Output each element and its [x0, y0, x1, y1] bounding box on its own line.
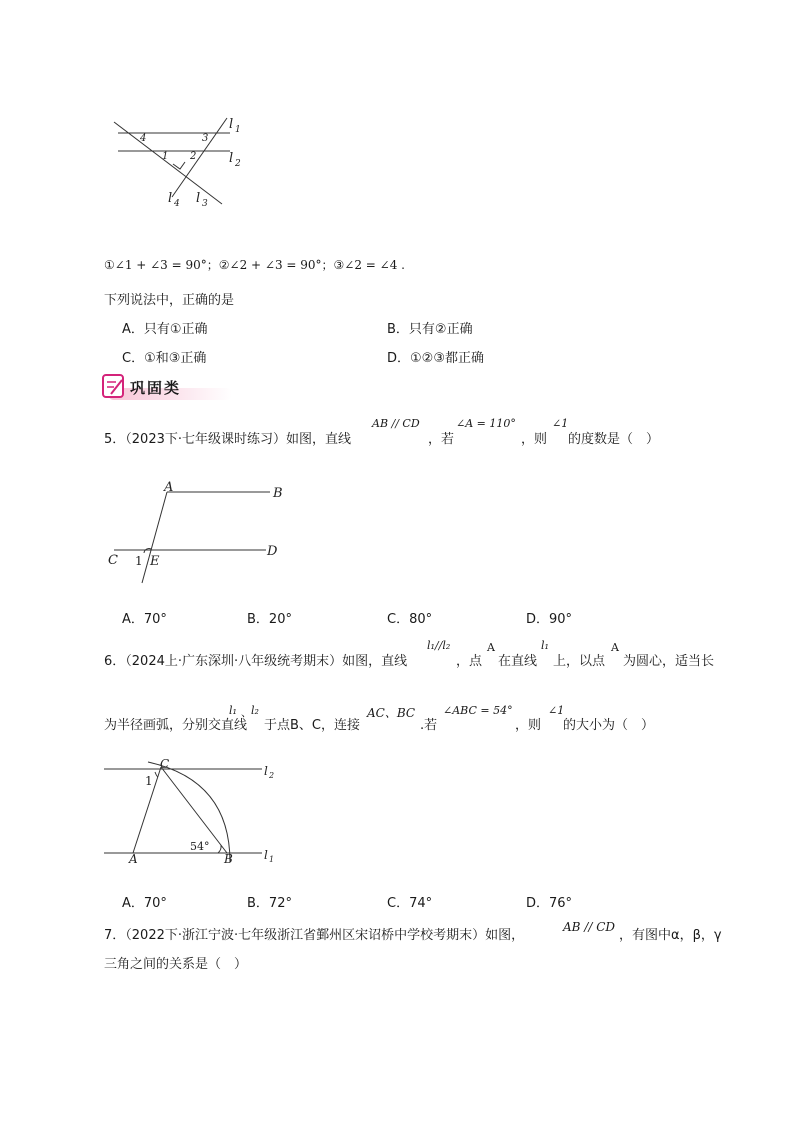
q6-p4: 为圆心，适当长: [623, 654, 715, 669]
q5-angle1: ∠1: [552, 417, 569, 430]
fig1-label-l4-sub: 4: [174, 199, 180, 209]
q4-statements: ①∠1 + ∠3 = 90°；②∠2 + ∠3 = 90°；③∠2 = ∠4 .: [104, 258, 405, 272]
q6-label-1: 1: [145, 774, 153, 788]
fig1-label-l3: l: [196, 191, 201, 206]
q6-l1: l₁: [541, 639, 549, 652]
q5-option-c[interactable]: C．80°: [387, 612, 433, 627]
q6-parallel: l₁//l₂: [427, 639, 451, 652]
section-title: 巩固类: [130, 379, 182, 397]
fig1-label-l1: l: [229, 117, 234, 132]
q6-acbc: AC、BC: [367, 706, 416, 720]
q6-ze: ，则: [515, 718, 542, 733]
q5-label-e: E: [150, 554, 160, 569]
q6-label-a: A: [129, 852, 138, 866]
q6-line2b: 于点B、C，连接: [264, 718, 360, 733]
fig1-label-l4: l: [168, 191, 173, 206]
q6-p3: 上，以点: [553, 654, 606, 669]
q6-point-a: A: [487, 641, 495, 654]
fig1-label-l2: l: [229, 151, 234, 166]
q4-option-a[interactable]: A．只有①正确: [122, 322, 208, 337]
q6-arc: [148, 762, 230, 862]
q6-angle1-arc: [155, 772, 158, 777]
q6-dun: 、: [241, 706, 252, 719]
q4-prompt: 下列说法中，正确的是: [104, 293, 235, 308]
q5-label-a: A: [164, 480, 174, 495]
q6-option-c[interactable]: C．74°: [387, 896, 433, 911]
q6-option-a[interactable]: A．70°: [122, 896, 167, 911]
q6-source: （2024上·广东深圳·八年级统考期末）如图，直线: [125, 654, 408, 669]
q7-parallel: AB // CD: [563, 920, 616, 934]
fig1-label-l2-sub: 2: [235, 159, 241, 169]
q5-option-a[interactable]: A．70°: [122, 612, 167, 627]
q6-angle1: ∠1: [548, 704, 565, 717]
q6-p1: ，点: [456, 654, 483, 669]
fig1-label-1: 1: [162, 151, 169, 162]
q6-angle54-arc: [218, 845, 221, 853]
fig1-label-2: 2: [190, 151, 197, 162]
q5-ze: ，则: [521, 432, 548, 447]
q6-label-b: B: [224, 852, 233, 866]
q6-label-54: 54°: [190, 840, 210, 853]
q6-label-l2-sub: 2: [269, 771, 275, 780]
q6-ruo: .若: [420, 718, 438, 733]
q5-parallel: AB // CD: [372, 417, 420, 430]
q6-p2: 在直线: [498, 654, 538, 669]
fig1-label-3: 3: [202, 133, 209, 144]
q5-label-1: 1: [135, 554, 143, 568]
fig1-label-4: 4: [140, 133, 147, 144]
q4-option-c[interactable]: C．①和③正确: [122, 351, 207, 366]
q6-angle: ∠ABC = 54°: [443, 704, 513, 717]
q5-ruo: ，若: [428, 432, 455, 447]
q5-label-d: D: [267, 544, 278, 559]
fig1-label-l1-sub: 1: [235, 125, 241, 135]
q6-label-l1: l: [264, 848, 268, 862]
q7-line2: 三角之间的关系是（ ）: [104, 957, 248, 972]
q6-tail: 的大小为（ ）: [563, 718, 655, 733]
q6-l1b: l₁: [229, 704, 237, 717]
q5-option-b[interactable]: B．20°: [247, 612, 292, 627]
q7-tail: ，有图中α，β，γ: [619, 928, 722, 943]
q5-label-b: B: [273, 486, 283, 501]
q6-option-d[interactable]: D．76°: [526, 896, 573, 911]
fig1-label-l3-sub: 3: [202, 199, 208, 209]
q7-source: （2022下·浙江宁波·七年级浙江省鄞州区宋诏桥中学校考期末）如图，: [125, 928, 525, 943]
q5-label-c: C: [108, 553, 118, 568]
q5-source: （2023下·七年级课时练习）如图，直线: [125, 432, 351, 447]
q7-number: 7．: [104, 928, 126, 943]
q4-option-b[interactable]: B．只有②正确: [387, 322, 473, 337]
q6-label-c: C: [160, 757, 170, 771]
q6-label-l1-sub: 1: [269, 855, 275, 864]
q4-option-d[interactable]: D．①②③都正确: [387, 351, 484, 366]
q6-number: 6．: [104, 654, 126, 669]
q6-label-l2: l: [264, 764, 268, 778]
q6-line2a: 为半径画弧，分别交直线: [104, 718, 248, 733]
q6-l2b: l₂: [251, 704, 259, 717]
q6-option-b[interactable]: B．72°: [247, 896, 292, 911]
q5-tail: 的度数是（ ）: [568, 432, 660, 447]
q6-point-a2: A: [611, 641, 619, 654]
q7-stem: [104, 924, 524, 943]
q5-number: 5．: [104, 432, 126, 447]
q5-option-d[interactable]: D．90°: [526, 612, 573, 627]
q5-angle: ∠A = 110°: [456, 417, 516, 430]
